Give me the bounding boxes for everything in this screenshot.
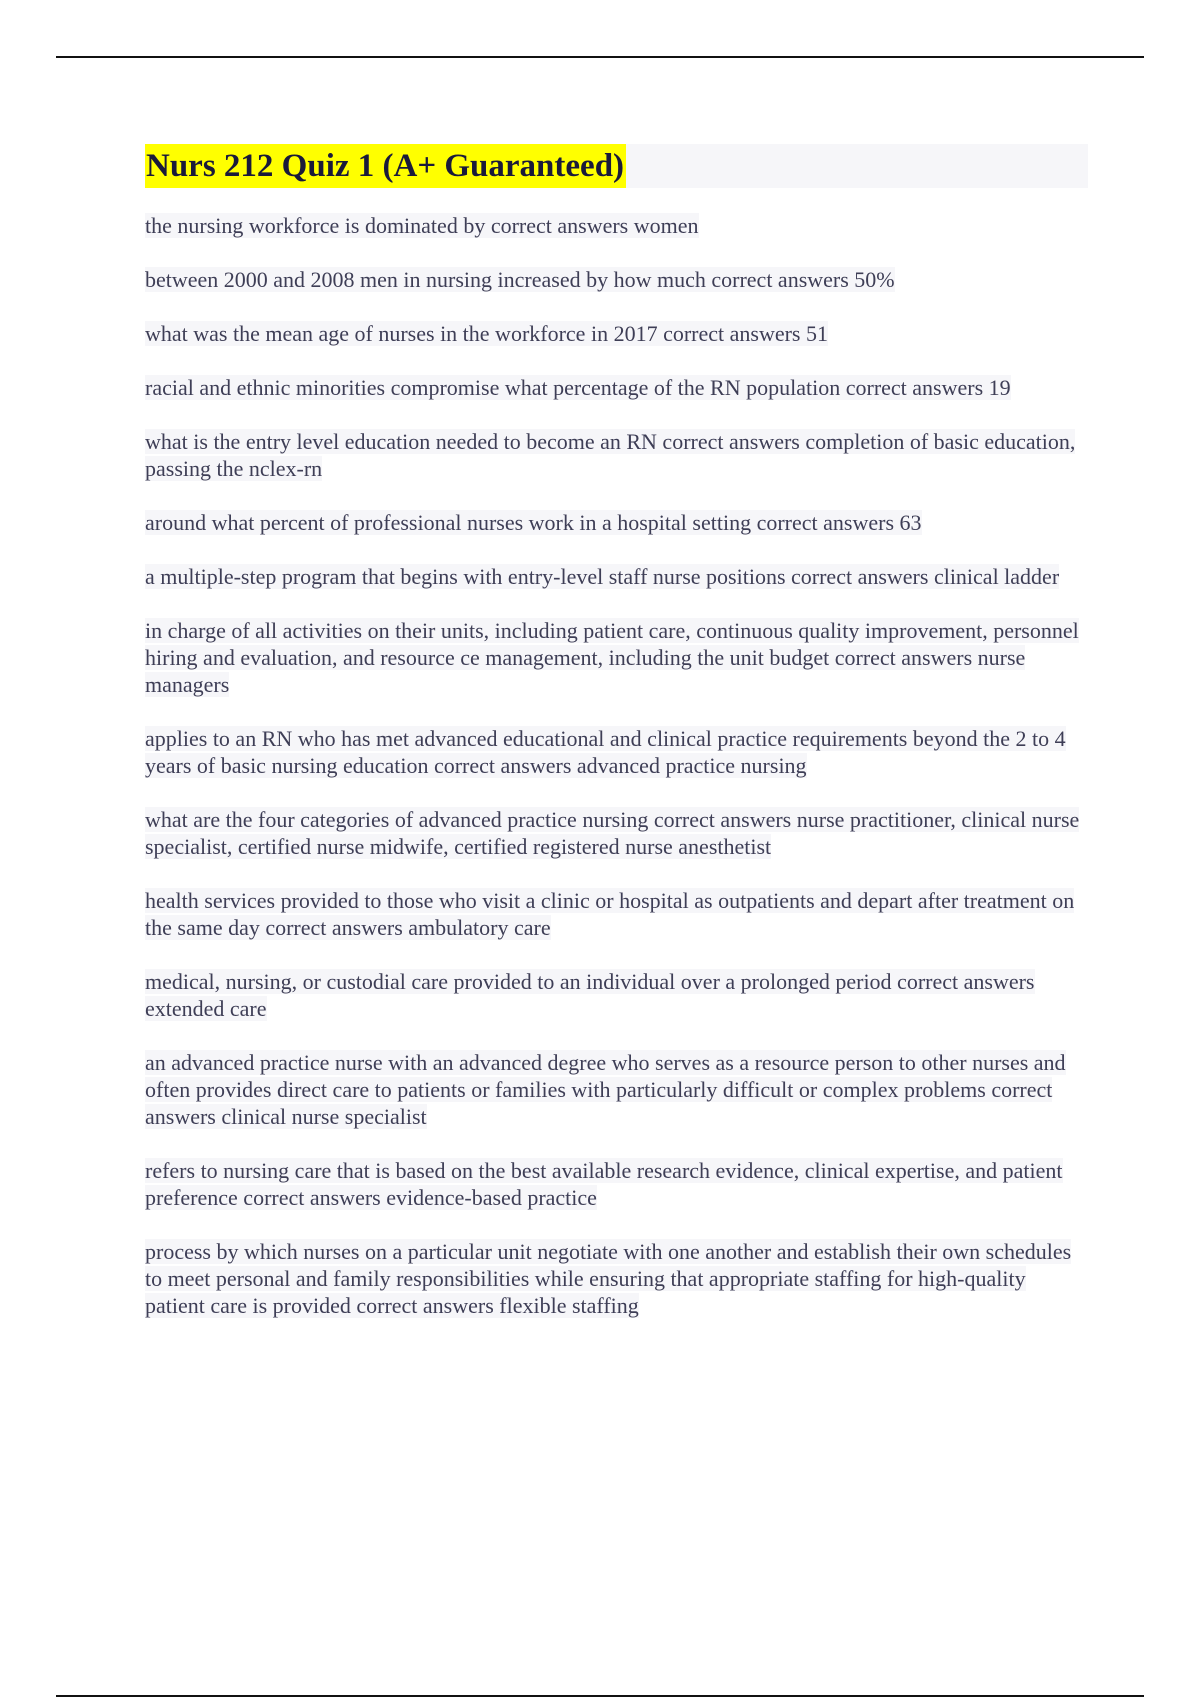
qa-text: between 2000 and 2008 men in nursing increased by how much correct answers 50% <box>145 267 895 292</box>
qa-item <box>145 1049 1088 1130</box>
document-body <box>145 144 1088 1346</box>
qa-text: what are the four categories of advanced practice nursing correct answers nurse practitioner, clinical nurse specialist, certified nurse midwife, certified registered nurse anesthetist <box>145 807 1080 859</box>
qa-text: applies to an RN who has met advanced educational and clinical practice requirements beyond the 2 to 4 years of basic nursing education correct answers advanced practice nursing <box>145 726 1066 778</box>
bottom-rule <box>56 1695 1144 1697</box>
qa-item <box>145 320 1088 347</box>
qa-item <box>145 617 1088 698</box>
qa-list <box>145 212 1088 1319</box>
qa-text: process by which nurses on a particular unit negotiate with one another and establish their own schedules to meet personal and family responsibilities while ensuring that appropriate staffing for high-quality patient care is provided correct answers flexible staffing <box>145 1239 1072 1318</box>
qa-item <box>145 887 1088 941</box>
qa-text: a multiple-step program that begins with entry-level staff nurse positions correct answers clinical ladder <box>145 564 1060 589</box>
qa-item <box>145 428 1088 482</box>
qa-text: health services provided to those who visit a clinic or hospital as outpatients and depart after treatment on the same day correct answers ambulatory care <box>145 888 1075 940</box>
qa-item <box>145 509 1088 536</box>
qa-text: what is the entry level education needed to become an RN correct answers completion of basic education, passing the nclex-rn <box>145 429 1076 481</box>
qa-item <box>145 266 1088 293</box>
qa-text: in charge of all activities on their units, including patient care, continuous quality improvement, personnel hiring and evaluation, and resource ce management, including the unit budget correct answers nurse managers <box>145 618 1079 697</box>
qa-item <box>145 563 1088 590</box>
qa-item <box>145 374 1088 401</box>
qa-item <box>145 725 1088 779</box>
title-band <box>145 144 1088 188</box>
qa-item <box>145 968 1088 1022</box>
qa-text: medical, nursing, or custodial care provided to an individual over a prolonged period correct answers extended care <box>145 969 1035 1021</box>
qa-text: an advanced practice nurse with an advanced degree who serves as a resource person to other nurses and often provides direct care to patients or families with particularly difficult or complex problems correct answers clinical nurse specialist <box>145 1050 1066 1129</box>
qa-item <box>145 1157 1088 1211</box>
qa-text: what was the mean age of nurses in the workforce in 2017 correct answers 51 <box>145 321 828 346</box>
qa-item <box>145 1238 1088 1319</box>
document-title: Nurs 212 Quiz 1 (A+ Guaranteed) <box>145 144 626 188</box>
qa-text: refers to nursing care that is based on the best available research evidence, clinical expertise, and patient preference correct answers evidence-based practice <box>145 1158 1063 1210</box>
qa-text: racial and ethnic minorities compromise what percentage of the RN population correct answers 19 <box>145 375 1011 400</box>
qa-item <box>145 212 1088 239</box>
qa-text: the nursing workforce is dominated by correct answers women <box>145 213 699 238</box>
qa-text: around what percent of professional nurses work in a hospital setting correct answers 63 <box>145 510 922 535</box>
top-rule <box>56 56 1144 58</box>
qa-item <box>145 806 1088 860</box>
